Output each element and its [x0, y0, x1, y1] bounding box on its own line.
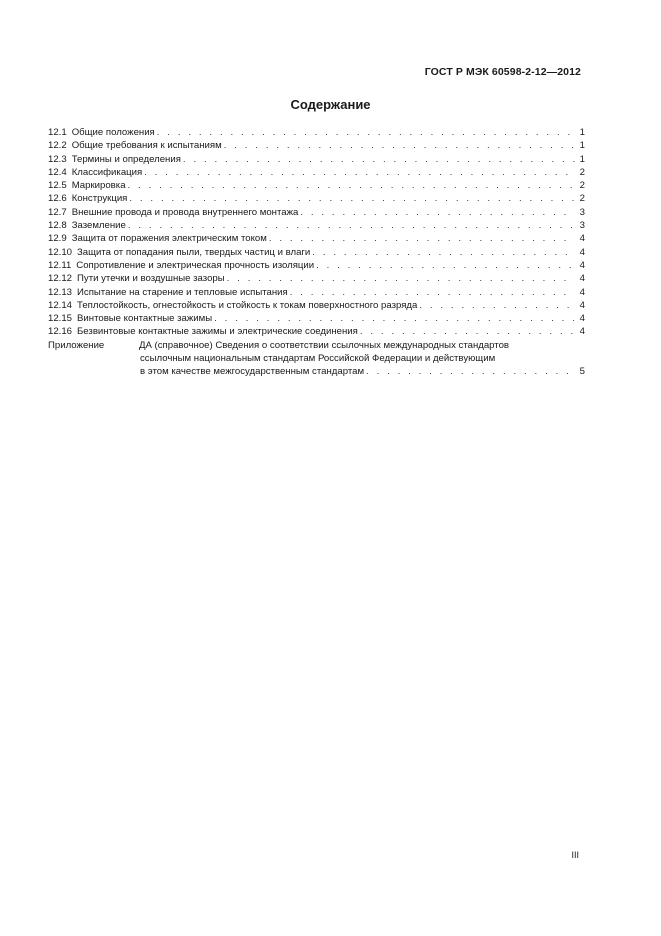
toc-leader-dots [144, 166, 575, 179]
toc-entry[interactable] [48, 299, 585, 312]
toc-leader-dots [227, 272, 575, 285]
toc-entry-page: 4 [579, 299, 585, 311]
toc-entry-page: 4 [579, 259, 585, 271]
toc-entry[interactable] [48, 219, 585, 232]
toc-entry[interactable] [48, 153, 585, 166]
toc-entry-page: 4 [579, 233, 585, 245]
toc-entry-page: 3 [579, 220, 585, 232]
toc-entry[interactable] [48, 166, 585, 179]
toc-leader-dots [129, 192, 575, 205]
toc-entry-title: Пути утечки и воздушные зазоры [77, 273, 225, 285]
toc-entry-title: Испытание на старение и тепловые испытания [77, 286, 288, 298]
toc-entry-number: 12.3 [48, 153, 67, 165]
toc-entry-number: 12.13 [48, 286, 73, 298]
table-of-contents [48, 126, 585, 379]
toc-entry-number: 12.16 [48, 326, 73, 338]
toc-entry-title: Маркировка [71, 180, 126, 192]
toc-entry[interactable] [48, 126, 585, 139]
toc-entry-number: 12.8 [48, 220, 67, 232]
toc-appendix-entry[interactable] [48, 339, 585, 379]
toc-entry-page: 2 [579, 193, 585, 205]
toc-entry-title: Общие требования к испытаниям [71, 140, 222, 152]
toc-leader-dots [157, 126, 575, 139]
toc-entry-title: Теплостойкость, огнестойкость и стойкость к токам поверхностного разряда [77, 299, 418, 311]
toc-entry[interactable] [48, 246, 585, 259]
toc-leader-dots [360, 325, 575, 338]
toc-leader-dots [128, 179, 575, 192]
toc-entry[interactable] [48, 272, 585, 285]
toc-entry-number: 12.2 [48, 140, 67, 152]
appendix-title-line-1: ДА (справочное) Сведения о соответствии ссылочных международных стандартов [139, 339, 510, 351]
toc-entry-title: Заземление [71, 220, 126, 232]
toc-leader-dots [214, 312, 575, 325]
toc-entry-page: 1 [579, 127, 585, 138]
toc-entry-title: Защита от поражения электрическим током [71, 233, 267, 245]
toc-entry[interactable] [48, 232, 585, 245]
toc-entry-number: 12.1 [48, 127, 67, 138]
toc-entry-title: Винтовые контактные зажимы [77, 313, 213, 325]
toc-entry-title: Безвинтовые контактные зажимы и электрические соединения [77, 326, 358, 338]
toc-leader-dots [419, 299, 575, 312]
toc-entry[interactable] [48, 312, 585, 325]
standard-code: ГОСТ Р МЭК 60598-2-12—2012 [424, 66, 581, 78]
toc-entry-number: 12.7 [48, 206, 67, 218]
toc-leader-dots [316, 259, 575, 272]
toc-entry-number: 12.12 [48, 273, 73, 285]
page-number: III [571, 850, 579, 860]
toc-entry-number: 12.11 [48, 259, 72, 271]
toc-entry[interactable] [48, 179, 585, 192]
toc-leader-dots [290, 286, 575, 299]
toc-entry[interactable] [48, 286, 585, 299]
appendix-title-line-2: ссылочным национальным стандартам Российской Федерации и действующим [140, 353, 496, 365]
toc-entry-number: 12.4 [48, 166, 67, 178]
toc-entry-page: 1 [579, 153, 585, 165]
toc-entry[interactable] [48, 139, 585, 152]
toc-entry-page: 2 [579, 180, 585, 192]
toc-entry-number: 12.10 [48, 246, 73, 258]
toc-entry-title: Конструкция [71, 193, 128, 205]
toc-entry-page: 4 [579, 326, 585, 338]
toc-entry-page: 4 [579, 246, 585, 258]
toc-entry-page: 1 [579, 140, 585, 152]
toc-entry-title: Общие положения [71, 127, 155, 138]
toc-entry-number: 12.5 [48, 180, 67, 192]
toc-entry-page: 4 [579, 273, 585, 285]
toc-entry-title: Сопротивление и электрическая прочность изоляции [76, 259, 315, 271]
appendix-title-line-3: в этом качестве межгосударственным стандартам [140, 366, 365, 378]
toc-entry-title: Внешние провода и провода внутреннего монтажа [71, 206, 299, 218]
toc-entry-number: 12.14 [48, 299, 73, 311]
toc-entry-title: Защита от попадания пыли, твердых частиц и влаги [77, 246, 311, 258]
toc-entry-page: 3 [579, 206, 585, 218]
toc-leader-dots [300, 206, 575, 219]
toc-leader-dots [128, 219, 575, 232]
toc-entry-page: 4 [579, 313, 585, 325]
toc-entry-number: 12.6 [48, 193, 67, 205]
toc-entry[interactable] [48, 206, 585, 219]
toc-entry-title: Термины и определения [71, 153, 181, 165]
toc-entry-number: 12.9 [48, 233, 67, 245]
toc-entry-page: 2 [579, 166, 585, 178]
toc-entry[interactable] [48, 325, 585, 338]
toc-entry-number: 12.15 [48, 313, 73, 325]
toc-leader-dots [366, 365, 575, 378]
toc-leader-dots [224, 139, 575, 152]
toc-entry[interactable] [48, 192, 585, 205]
toc-leader-dots [269, 232, 575, 245]
appendix-page: 5 [579, 366, 585, 378]
toc-entry[interactable] [48, 259, 585, 272]
toc-entry-page: 4 [579, 286, 585, 298]
toc-leader-dots [183, 153, 575, 166]
toc-title: Содержание [290, 97, 371, 112]
toc-leader-dots [312, 246, 575, 259]
appendix-label: Приложение [48, 339, 105, 351]
toc-entry-title: Классификация [71, 166, 143, 178]
